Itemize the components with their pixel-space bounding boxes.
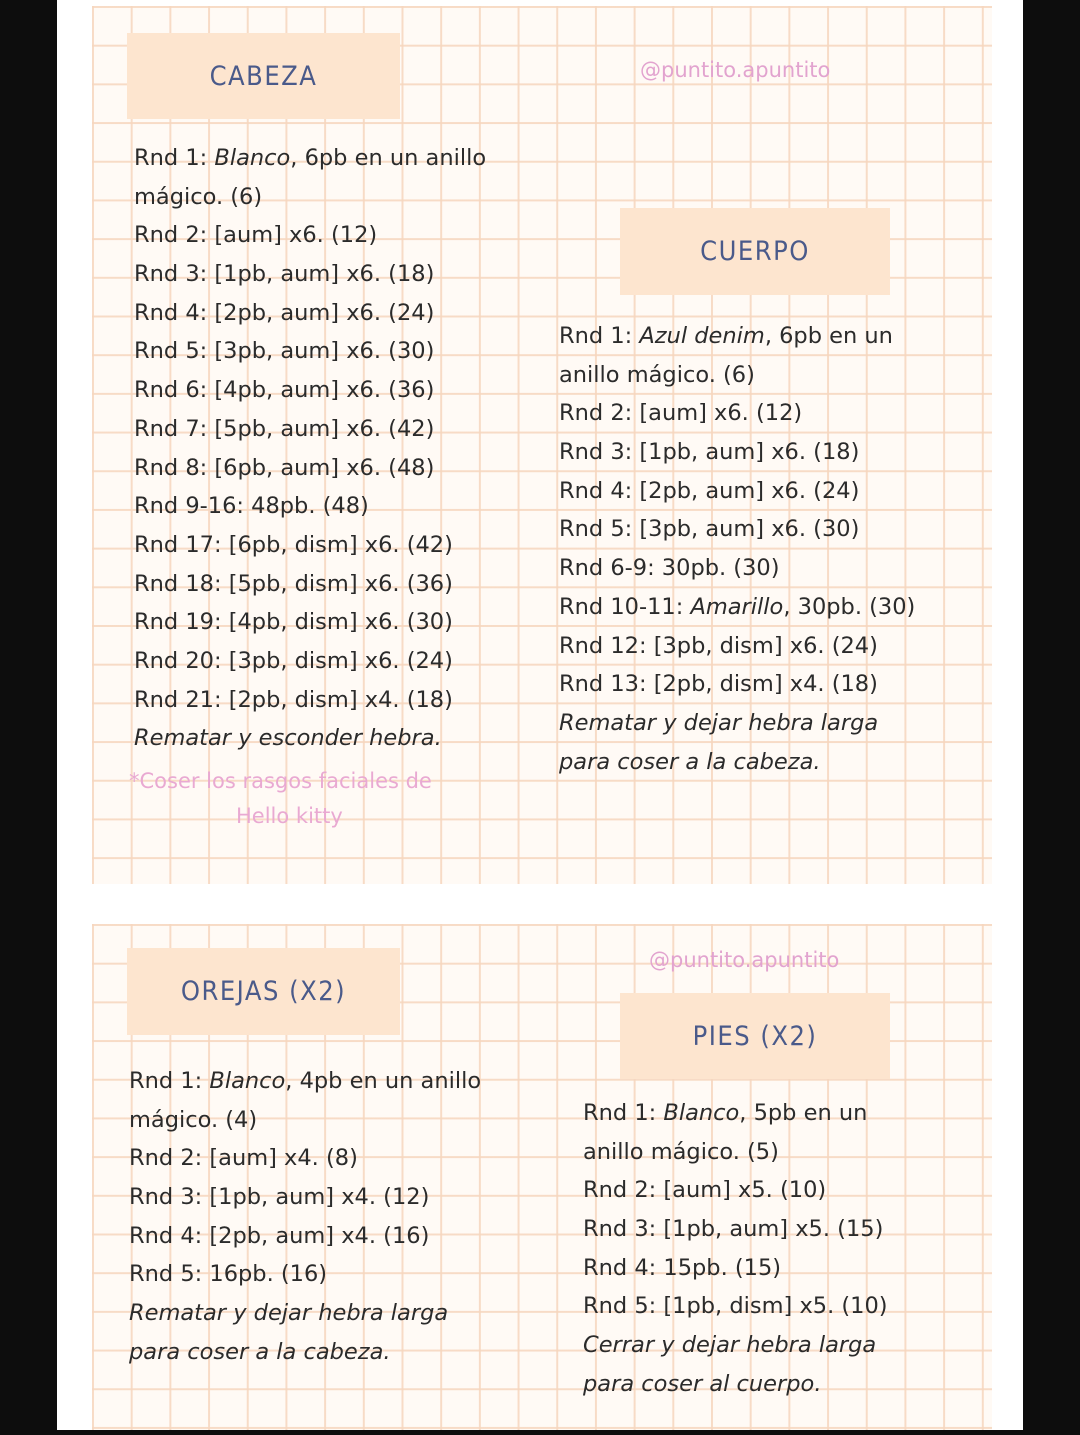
cuerpo-line-2: anillo mágico. (6) bbox=[559, 361, 755, 388]
orejas-line-8: para coser a la cabeza. bbox=[129, 1338, 391, 1365]
pies-line-5: Rnd 4: 15pb. (15) bbox=[583, 1254, 782, 1281]
orejas-line-3: Rnd 2: [aum] x4. (8) bbox=[129, 1145, 358, 1172]
cabeza-line-5: Rnd 4: [2pb, aum] x6. (24) bbox=[134, 299, 435, 326]
handle-top: @puntito.apuntito bbox=[640, 58, 831, 82]
cabeza-line-9: Rnd 8: [6pb, aum] x6. (48) bbox=[134, 454, 435, 481]
cuerpo-line-1: Rnd 1: Azul denim, 6pb en un bbox=[559, 323, 893, 349]
cuerpo-line-11: Rematar y dejar hebra larga bbox=[559, 709, 879, 736]
cuerpo-line-7: Rnd 6-9: 30pb. (30) bbox=[559, 555, 780, 582]
cuerpo-header bbox=[620, 208, 890, 295]
cabeza-line-14: Rnd 20: [3pb, dism] x6. (24) bbox=[134, 647, 453, 674]
pies-line-1: Rnd 1: Blanco, 5pb en un bbox=[583, 1100, 868, 1126]
orejas-line-2: mágico. (4) bbox=[129, 1106, 258, 1133]
cuerpo-line-10: Rnd 13: [2pb, dism] x4. (18) bbox=[559, 671, 878, 698]
cabeza-line-12: Rnd 18: [5pb, dism] x6. (36) bbox=[134, 570, 453, 597]
cuerpo-title: CUERPO bbox=[700, 236, 810, 267]
cabeza-line-11: Rnd 17: [6pb, dism] x6. (42) bbox=[134, 531, 453, 558]
cabeza-line-6: Rnd 5: [3pb, aum] x6. (30) bbox=[134, 338, 435, 365]
cabeza-line-10: Rnd 9-16: 48pb. (48) bbox=[134, 493, 369, 520]
pies-instructions bbox=[583, 1094, 888, 1404]
pies-line-3: Rnd 2: [aum] x5. (10) bbox=[583, 1177, 827, 1204]
cabeza-line-13: Rnd 19: [4pb, dism] x6. (30) bbox=[134, 609, 453, 636]
pies-header bbox=[620, 993, 890, 1079]
pies-line-4: Rnd 3: [1pb, aum] x5. (15) bbox=[583, 1216, 884, 1243]
cabeza-line-4: Rnd 3: [1pb, aum] x6. (18) bbox=[134, 261, 435, 288]
cabeza-title: CABEZA bbox=[209, 60, 318, 92]
cabeza-line-15: Rnd 21: [2pb, dism] x4. (18) bbox=[134, 686, 453, 713]
pies-title: PIES (X2) bbox=[692, 1020, 818, 1052]
pies-line-7: Cerrar y dejar hebra larga bbox=[583, 1332, 877, 1359]
orejas-line-4: Rnd 3: [1pb, aum] x4. (12) bbox=[129, 1184, 430, 1211]
cuerpo-line-5: Rnd 4: [2pb, aum] x6. (24) bbox=[559, 477, 860, 504]
orejas-line-1: Rnd 1: Blanco, 4pb en un anillo bbox=[129, 1068, 482, 1094]
cabeza-line-3: Rnd 2: [aum] x6. (12) bbox=[134, 222, 378, 249]
pattern-page bbox=[57, 0, 1023, 1430]
orejas-header bbox=[127, 948, 400, 1035]
pies-line-6: Rnd 5: [1pb, dism] x5. (10) bbox=[583, 1293, 888, 1320]
cabeza-header bbox=[127, 33, 400, 119]
cabeza-line-1: Rnd 1: Blanco, 6pb en un anillo bbox=[134, 145, 487, 171]
orejas-line-7: Rematar y dejar hebra larga bbox=[129, 1300, 449, 1327]
pies-line-2: anillo mágico. (5) bbox=[583, 1138, 779, 1165]
handle-bottom: @puntito.apuntito bbox=[649, 948, 840, 972]
orejas-instructions bbox=[129, 1062, 481, 1372]
cuerpo-line-12: para coser a la cabeza. bbox=[559, 748, 821, 775]
cabeza-line-7: Rnd 6: [4pb, aum] x6. (36) bbox=[134, 377, 435, 404]
orejas-line-5: Rnd 4: [2pb, aum] x4. (16) bbox=[129, 1222, 430, 1249]
cuerpo-instructions bbox=[559, 317, 915, 781]
orejas-title: OREJAS (X2) bbox=[180, 976, 347, 1007]
cuerpo-line-9: Rnd 12: [3pb, dism] x6. (24) bbox=[559, 632, 878, 659]
cabeza-line-8: Rnd 7: [5pb, aum] x6. (42) bbox=[134, 415, 435, 442]
cabeza-note-1: *Coser los rasgos faciales de bbox=[129, 769, 432, 793]
orejas-line-6: Rnd 5: 16pb. (16) bbox=[129, 1261, 328, 1288]
cabeza-note-2: Hello kitty bbox=[236, 804, 343, 828]
cuerpo-line-3: Rnd 2: [aum] x6. (12) bbox=[559, 400, 803, 427]
cabeza-line-2: mágico. (6) bbox=[134, 183, 263, 210]
cuerpo-line-6: Rnd 5: [3pb, aum] x6. (30) bbox=[559, 516, 860, 543]
cuerpo-line-8: Rnd 10-11: Amarillo, 30pb. (30) bbox=[559, 593, 916, 620]
pies-line-8: para coser al cuerpo. bbox=[583, 1370, 822, 1397]
cabeza-line-16: Rematar y esconder hebra. bbox=[134, 725, 442, 752]
cabeza-instructions bbox=[134, 139, 486, 758]
cuerpo-line-4: Rnd 3: [1pb, aum] x6. (18) bbox=[559, 439, 860, 466]
